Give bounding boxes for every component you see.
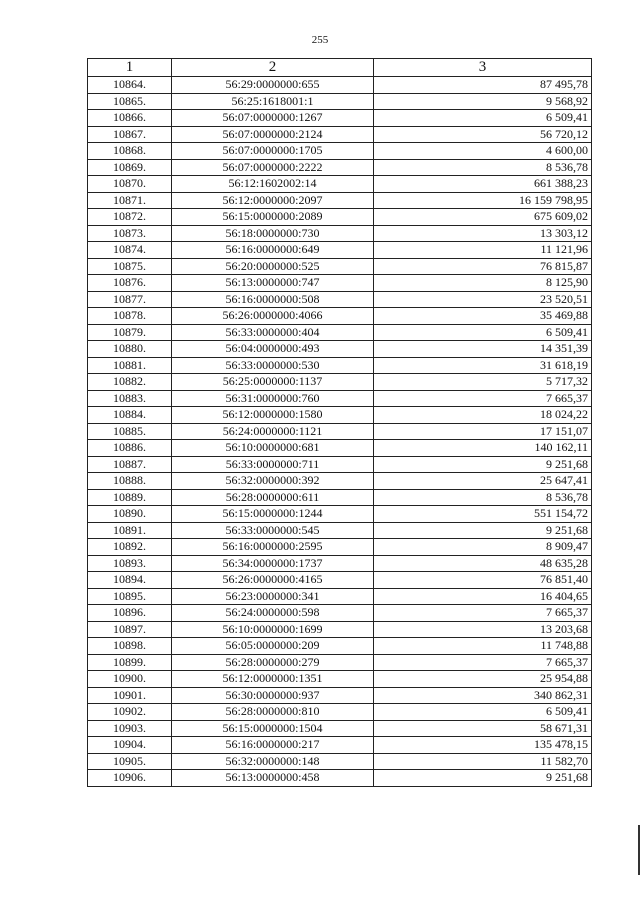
row-number-cell: 10874. [88,242,172,259]
table-row [88,77,592,94]
table-row [88,605,592,622]
amount-cell: 31 618,19 [374,357,592,374]
cadastral-number-cell: 56:16:0000000:649 [172,242,374,259]
table-row [88,456,592,473]
cadastral-number-cell: 56:25:0000000:1137 [172,374,374,391]
amount-cell: 661 388,23 [374,176,592,193]
column-header-3: 3 [374,59,592,77]
amount-cell: 7 665,37 [374,605,592,622]
cadastral-number-cell: 56:12:0000000:1351 [172,671,374,688]
row-number-cell: 10884. [88,407,172,424]
amount-cell: 23 520,51 [374,291,592,308]
table-row [88,93,592,110]
row-number-cell: 10894. [88,572,172,589]
table-row [88,143,592,160]
row-number-cell: 10895. [88,588,172,605]
table-row [88,423,592,440]
cadastral-number-cell: 56:25:1618001:1 [172,93,374,110]
table-row [88,242,592,259]
cadastral-number-cell: 56:29:0000000:655 [172,77,374,94]
column-header-1: 1 [88,59,172,77]
amount-cell: 16 404,65 [374,588,592,605]
amount-cell: 5 717,32 [374,374,592,391]
row-number-cell: 10873. [88,225,172,242]
cadastral-number-cell: 56:31:0000000:760 [172,390,374,407]
amount-cell: 675 609,02 [374,209,592,226]
table-row [88,110,592,127]
cadastral-number-cell: 56:26:0000000:4066 [172,308,374,325]
row-number-cell: 10876. [88,275,172,292]
table-row [88,390,592,407]
cadastral-number-cell: 56:34:0000000:1737 [172,555,374,572]
row-number-cell: 10905. [88,753,172,770]
table-row [88,489,592,506]
table-row [88,753,592,770]
row-number-cell: 10904. [88,737,172,754]
row-number-cell: 10889. [88,489,172,506]
cadastral-number-cell: 56:12:1602002:14 [172,176,374,193]
table-row [88,324,592,341]
table-row [88,720,592,737]
table-row [88,126,592,143]
row-number-cell: 10883. [88,390,172,407]
row-number-cell: 10891. [88,522,172,539]
row-number-cell: 10868. [88,143,172,160]
table-row [88,671,592,688]
row-number-cell: 10900. [88,671,172,688]
table-row [88,687,592,704]
cadastral-number-cell: 56:10:0000000:681 [172,440,374,457]
cadastral-number-cell: 56:33:0000000:530 [172,357,374,374]
table-row [88,638,592,655]
row-number-cell: 10903. [88,720,172,737]
table-row [88,572,592,589]
row-number-cell: 10880. [88,341,172,358]
row-number-cell: 10869. [88,159,172,176]
row-number-cell: 10886. [88,440,172,457]
cadastral-number-cell: 56:05:0000000:209 [172,638,374,655]
table-row [88,737,592,754]
table-header-row [88,59,592,77]
amount-cell: 17 151,07 [374,423,592,440]
table-row [88,258,592,275]
row-number-cell: 10897. [88,621,172,638]
row-number-cell: 10870. [88,176,172,193]
amount-cell: 9 251,68 [374,456,592,473]
table-row [88,275,592,292]
cadastral-number-cell: 56:07:0000000:1705 [172,143,374,160]
amount-cell: 7 665,37 [374,654,592,671]
amount-cell: 9 251,68 [374,522,592,539]
table-row [88,621,592,638]
cadastral-number-cell: 56:16:0000000:217 [172,737,374,754]
cadastral-number-cell: 56:13:0000000:747 [172,275,374,292]
cadastral-number-cell: 56:33:0000000:404 [172,324,374,341]
row-number-cell: 10882. [88,374,172,391]
amount-cell: 13 203,68 [374,621,592,638]
amount-cell: 551 154,72 [374,506,592,523]
cadastral-number-cell: 56:33:0000000:545 [172,522,374,539]
row-number-cell: 10901. [88,687,172,704]
cadastral-number-cell: 56:12:0000000:1580 [172,407,374,424]
table-row [88,357,592,374]
row-number-cell: 10892. [88,539,172,556]
cadastral-number-cell: 56:33:0000000:711 [172,456,374,473]
amount-cell: 16 159 798,95 [374,192,592,209]
cadastral-number-cell: 56:23:0000000:341 [172,588,374,605]
amount-cell: 35 469,88 [374,308,592,325]
page-number: 255 [311,34,329,46]
data-table [87,58,592,787]
row-number-cell: 10864. [88,77,172,94]
amount-cell: 7 665,37 [374,390,592,407]
cadastral-number-cell: 56:15:0000000:1244 [172,506,374,523]
cadastral-number-cell: 56:04:0000000:493 [172,341,374,358]
table-body [88,77,592,787]
table-row [88,473,592,490]
amount-cell: 58 671,31 [374,720,592,737]
amount-cell: 6 509,41 [374,324,592,341]
row-number-cell: 10898. [88,638,172,655]
amount-cell: 8 536,78 [374,159,592,176]
row-number-cell: 10877. [88,291,172,308]
table-row [88,770,592,787]
table-row [88,440,592,457]
row-number-cell: 10899. [88,654,172,671]
cadastral-number-cell: 56:24:0000000:598 [172,605,374,622]
table-row [88,176,592,193]
amount-cell: 9 568,92 [374,93,592,110]
row-number-cell: 10902. [88,704,172,721]
cadastral-number-cell: 56:13:0000000:458 [172,770,374,787]
table-row [88,192,592,209]
row-number-cell: 10896. [88,605,172,622]
table-row [88,506,592,523]
amount-cell: 4 600,00 [374,143,592,160]
table-row [88,704,592,721]
row-number-cell: 10881. [88,357,172,374]
amount-cell: 14 351,39 [374,341,592,358]
cadastral-number-cell: 56:10:0000000:1699 [172,621,374,638]
cadastral-number-cell: 56:07:0000000:2124 [172,126,374,143]
cadastral-number-cell: 56:18:0000000:730 [172,225,374,242]
table-row [88,159,592,176]
amount-cell: 76 851,40 [374,572,592,589]
cadastral-number-cell: 56:12:0000000:2097 [172,192,374,209]
cadastral-number-cell: 56:28:0000000:279 [172,654,374,671]
amount-cell: 18 024,22 [374,407,592,424]
cadastral-number-cell: 56:15:0000000:1504 [172,720,374,737]
amount-cell: 8 536,78 [374,489,592,506]
table-row [88,407,592,424]
amount-cell: 6 509,41 [374,110,592,127]
row-number-cell: 10885. [88,423,172,440]
amount-cell: 25 954,88 [374,671,592,688]
row-number-cell: 10890. [88,506,172,523]
row-number-cell: 10865. [88,93,172,110]
table-row [88,209,592,226]
amount-cell: 9 251,68 [374,770,592,787]
row-number-cell: 10887. [88,456,172,473]
row-number-cell: 10906. [88,770,172,787]
amount-cell: 56 720,12 [374,126,592,143]
cadastral-number-cell: 56:26:0000000:4165 [172,572,374,589]
row-number-cell: 10872. [88,209,172,226]
row-number-cell: 10867. [88,126,172,143]
table-row [88,588,592,605]
table-row [88,522,592,539]
amount-cell: 13 303,12 [374,225,592,242]
row-number-cell: 10878. [88,308,172,325]
table-row [88,341,592,358]
table-row [88,291,592,308]
amount-cell: 11 121,96 [374,242,592,259]
table-row [88,308,592,325]
amount-cell: 340 862,31 [374,687,592,704]
amount-cell: 6 509,41 [374,704,592,721]
table-row [88,539,592,556]
table-row [88,374,592,391]
row-number-cell: 10875. [88,258,172,275]
amount-cell: 8 909,47 [374,539,592,556]
cadastral-number-cell: 56:24:0000000:1121 [172,423,374,440]
cadastral-number-cell: 56:30:0000000:937 [172,687,374,704]
amount-cell: 135 478,15 [374,737,592,754]
amount-cell: 11 748,88 [374,638,592,655]
cadastral-number-cell: 56:28:0000000:611 [172,489,374,506]
cadastral-number-cell: 56:16:0000000:2595 [172,539,374,556]
row-number-cell: 10871. [88,192,172,209]
row-number-cell: 10879. [88,324,172,341]
amount-cell: 76 815,87 [374,258,592,275]
cadastral-number-cell: 56:07:0000000:1267 [172,110,374,127]
cadastral-number-cell: 56:28:0000000:810 [172,704,374,721]
cadastral-number-cell: 56:32:0000000:148 [172,753,374,770]
row-number-cell: 10866. [88,110,172,127]
row-number-cell: 10888. [88,473,172,490]
row-number-cell: 10893. [88,555,172,572]
cadastral-number-cell: 56:32:0000000:392 [172,473,374,490]
cadastral-number-cell: 56:20:0000000:525 [172,258,374,275]
amount-cell: 11 582,70 [374,753,592,770]
column-header-2: 2 [172,59,374,77]
table-row [88,654,592,671]
amount-cell: 87 495,78 [374,77,592,94]
table-row [88,555,592,572]
cadastral-number-cell: 56:15:0000000:2089 [172,209,374,226]
amount-cell: 140 162,11 [374,440,592,457]
amount-cell: 8 125,90 [374,275,592,292]
cadastral-number-cell: 56:16:0000000:508 [172,291,374,308]
amount-cell: 25 647,41 [374,473,592,490]
table-row [88,225,592,242]
amount-cell: 48 635,28 [374,555,592,572]
cadastral-number-cell: 56:07:0000000:2222 [172,159,374,176]
